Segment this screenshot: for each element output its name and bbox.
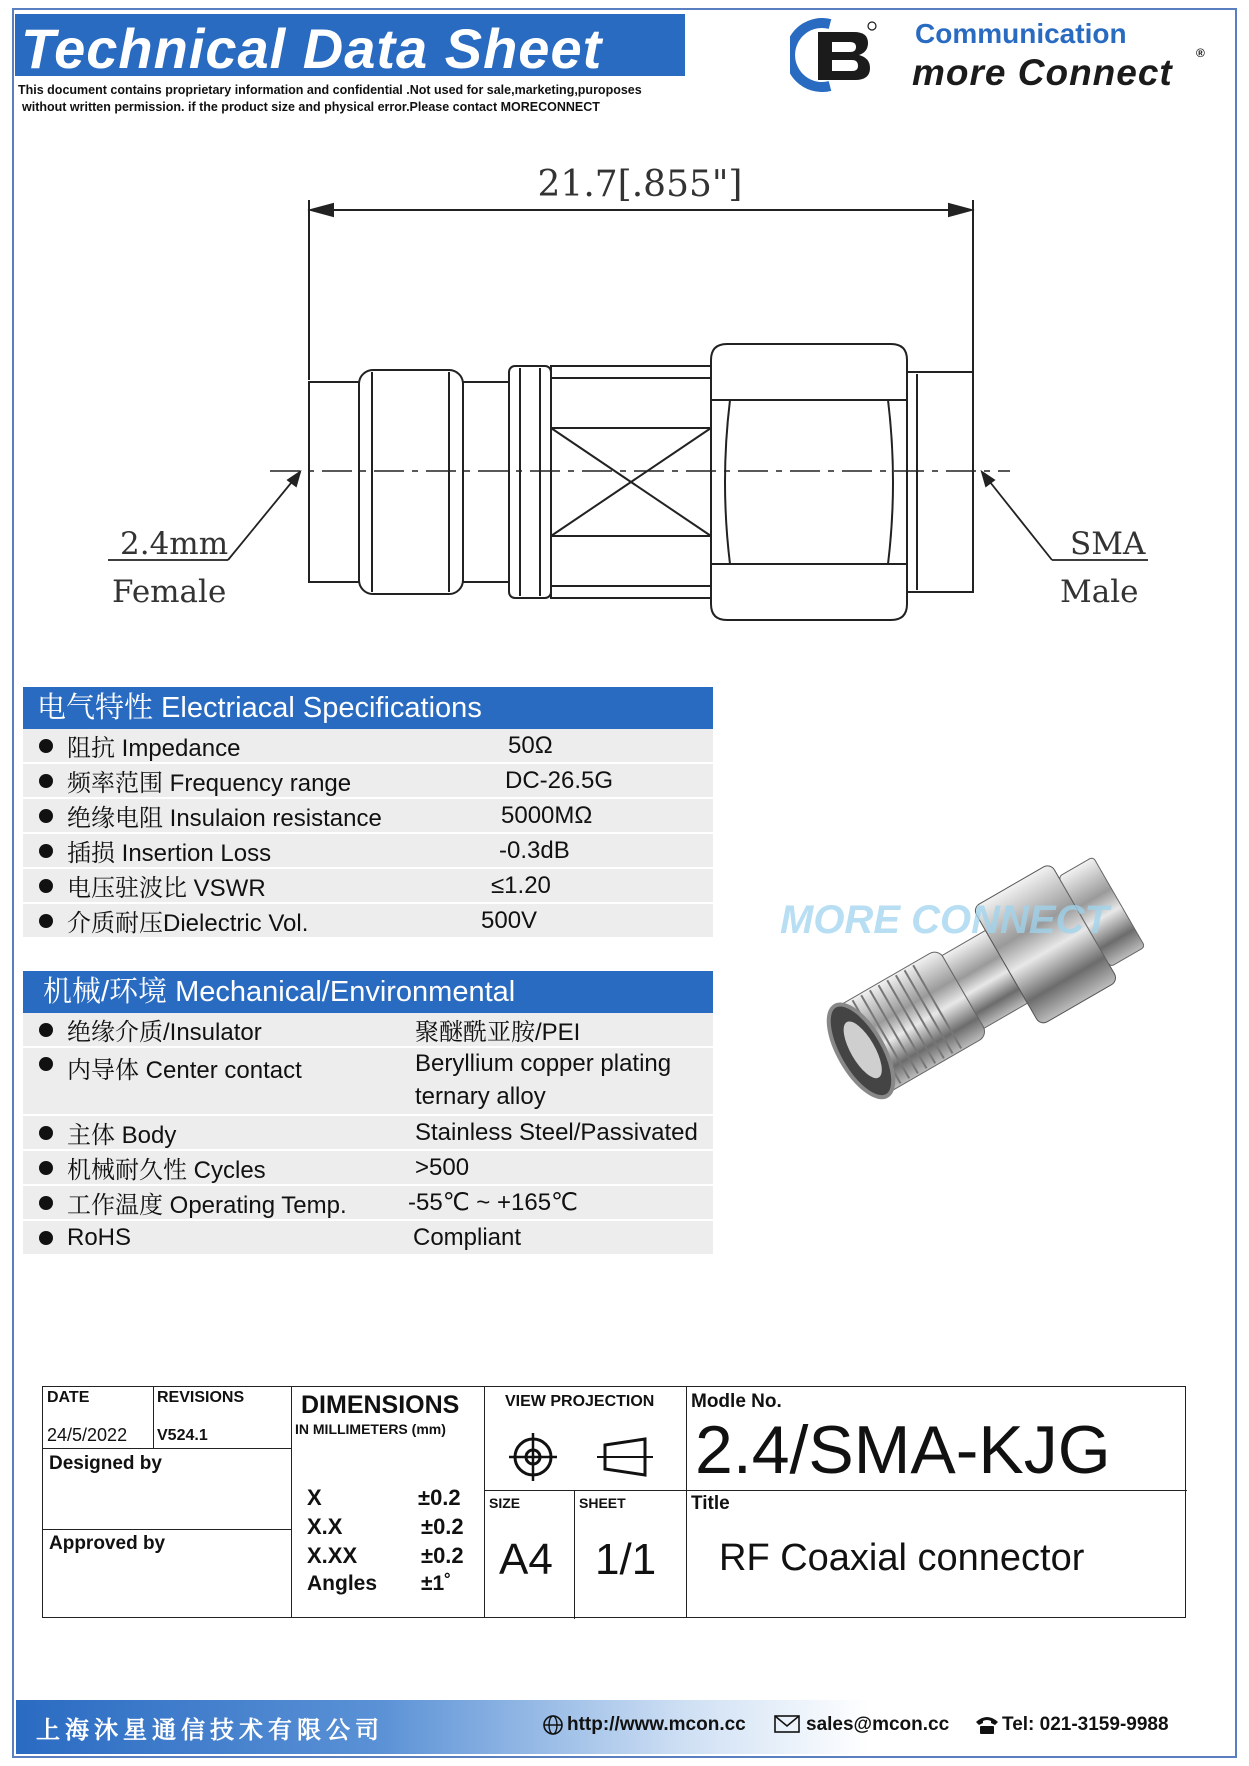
spec-label: 绝缘介质/Insulator	[67, 1019, 262, 1046]
tolerance-name: X	[307, 1485, 322, 1510]
bullet-icon	[39, 739, 53, 753]
spec-row	[23, 799, 713, 834]
bullet-icon	[39, 914, 53, 928]
title-block	[42, 1386, 1186, 1618]
product-title: RF Coaxial connector	[719, 1537, 1085, 1579]
tolerance-value: ±0.2	[418, 1485, 461, 1510]
dimensions-label: DIMENSIONS	[301, 1391, 460, 1419]
bullet-icon	[39, 1161, 53, 1175]
mechanical-specs	[23, 971, 713, 1256]
disclaimer-line-2: without written permission. if the product size and physical error.Please contact MORECONNECT	[22, 100, 600, 114]
brand-name-bottom: more Connect	[912, 52, 1173, 93]
spec-row	[23, 904, 713, 939]
sheet-value: 1/1	[595, 1535, 657, 1584]
spec-row	[23, 1221, 713, 1256]
phone-icon	[974, 1714, 1000, 1736]
spec-label: 工作温度 Operating Temp.	[67, 1192, 347, 1219]
email-link[interactable]: sales@mcon.cc	[806, 1714, 950, 1735]
dimension-text: 21.7[.855"]	[537, 164, 743, 205]
spec-value: >500	[415, 1153, 470, 1181]
date-label: DATE	[47, 1389, 90, 1406]
spec-value: 5000MΩ	[501, 801, 593, 829]
size-label: SIZE	[489, 1495, 521, 1511]
title-banner	[15, 14, 685, 80]
dimensions-units: IN MILLIMETERS (mm)	[295, 1421, 446, 1437]
title-label: Title	[691, 1493, 730, 1514]
spec-value: 50Ω	[508, 731, 553, 759]
spec-value-continued: ternary alloy	[415, 1083, 546, 1110]
disclaimer-line-1: This document contains proprietary information and confidential .Not used for sale,marketing,puroposes	[18, 83, 642, 97]
left-size-label: 2.4mm	[120, 526, 229, 562]
model-number: 2.4/SMA-KJG	[695, 1412, 1111, 1488]
bullet-icon	[39, 1023, 53, 1037]
bullet-icon	[39, 1126, 53, 1140]
spec-row	[23, 729, 713, 764]
mechanical-heading: 机械/环境 Mechanical/Environmental	[23, 971, 713, 1013]
sheet-label: SHEET	[579, 1495, 626, 1511]
tolerance-value: ±1˚	[421, 1572, 452, 1595]
designed-by-label: Designed by	[49, 1453, 162, 1474]
spec-value: -55℃ ~ +165℃	[408, 1189, 579, 1216]
spec-value: DC-26.5G	[505, 766, 614, 794]
spec-row	[23, 1186, 713, 1221]
tolerance-name: Angles	[307, 1572, 378, 1595]
tolerance-value: ±0.2	[421, 1543, 464, 1568]
date-value: 24/5/2022	[47, 1425, 128, 1445]
bullet-icon	[39, 844, 53, 858]
spec-label: 主体 Body	[67, 1122, 177, 1149]
revisions-label: REVISIONS	[157, 1389, 245, 1406]
registered-mark: ®	[1196, 46, 1205, 60]
spec-label: 内导体 Center contact	[67, 1057, 302, 1084]
spec-row	[23, 834, 713, 869]
electrical-heading: 电气特性 Electriacal Specifications	[23, 687, 713, 729]
mail-icon	[774, 1714, 800, 1734]
spec-value: -0.3dB	[499, 836, 570, 864]
spec-value: Stainless Steel/Passivated	[415, 1118, 698, 1146]
spec-row	[23, 1116, 713, 1151]
spec-label: 绝缘电阻 Insulaion resistance	[67, 805, 382, 832]
spec-row	[23, 1013, 713, 1048]
left-gender-label: Female	[112, 574, 227, 610]
spec-label: 介质耐压Dielectric Vol.	[67, 910, 309, 937]
bullet-icon	[39, 809, 53, 823]
disclaimer	[18, 82, 642, 116]
brand-name-top: Communication	[915, 18, 1127, 49]
tolerance-value: ±0.2	[421, 1514, 464, 1539]
bullet-icon	[39, 774, 53, 788]
bullet-icon	[39, 879, 53, 893]
leader-right	[982, 472, 1052, 560]
spec-value: 聚醚酰亚胺/PEI	[415, 1019, 581, 1046]
page-title: Technical Data Sheet	[21, 17, 603, 80]
spec-value: Beryllium copper plating	[415, 1050, 672, 1077]
website-link[interactable]: http://www.mcon.cc	[567, 1714, 746, 1735]
tolerance-name: X.X	[307, 1514, 343, 1539]
spec-row	[23, 764, 713, 799]
revisions-value: V524.1	[157, 1427, 208, 1444]
spec-row	[23, 1048, 713, 1116]
size-value: A4	[499, 1535, 553, 1584]
photo-watermark: MORE CONNECT	[780, 898, 1109, 942]
company-name: 上海沐星通信技术有限公司	[36, 1715, 384, 1744]
projection-symbol-icon	[505, 1429, 655, 1485]
right-gender-label: Male	[1060, 574, 1139, 610]
globe-icon	[542, 1714, 564, 1736]
spec-row	[23, 869, 713, 904]
spec-value: 500V	[481, 906, 538, 934]
leader-left	[228, 472, 300, 560]
spec-label: 电压驻波比 VSWR	[67, 875, 266, 902]
bullet-icon	[39, 1196, 53, 1210]
spec-label: 阻抗 Impedance	[67, 735, 241, 762]
bullet-icon	[39, 1057, 53, 1071]
connector-drawing	[0, 140, 1249, 640]
approved-by-label: Approved by	[49, 1533, 166, 1554]
bullet-icon	[39, 1231, 53, 1245]
product-photo	[770, 800, 1160, 1170]
spec-label: 机械耐久性 Cycles	[67, 1157, 266, 1184]
spec-row	[23, 1151, 713, 1186]
footer-bar	[16, 1700, 1235, 1754]
spec-value: Compliant	[413, 1223, 522, 1251]
company-logo-icon	[790, 18, 878, 92]
right-type-label: SMA	[1070, 526, 1146, 562]
tolerance-name: X.XX	[307, 1543, 358, 1568]
spec-label: 插损 Insertion Loss	[67, 840, 272, 867]
spec-label: RoHS	[67, 1223, 132, 1251]
model-label: Modle No.	[691, 1391, 782, 1412]
electrical-specs	[23, 687, 713, 939]
telephone-number: Tel: 021-3159-9988	[1002, 1714, 1169, 1735]
spec-label: 频率范围 Frequency range	[67, 770, 352, 797]
spec-value: ≤1.20	[491, 871, 551, 899]
view-projection-label: VIEW PROJECTION	[505, 1393, 655, 1410]
